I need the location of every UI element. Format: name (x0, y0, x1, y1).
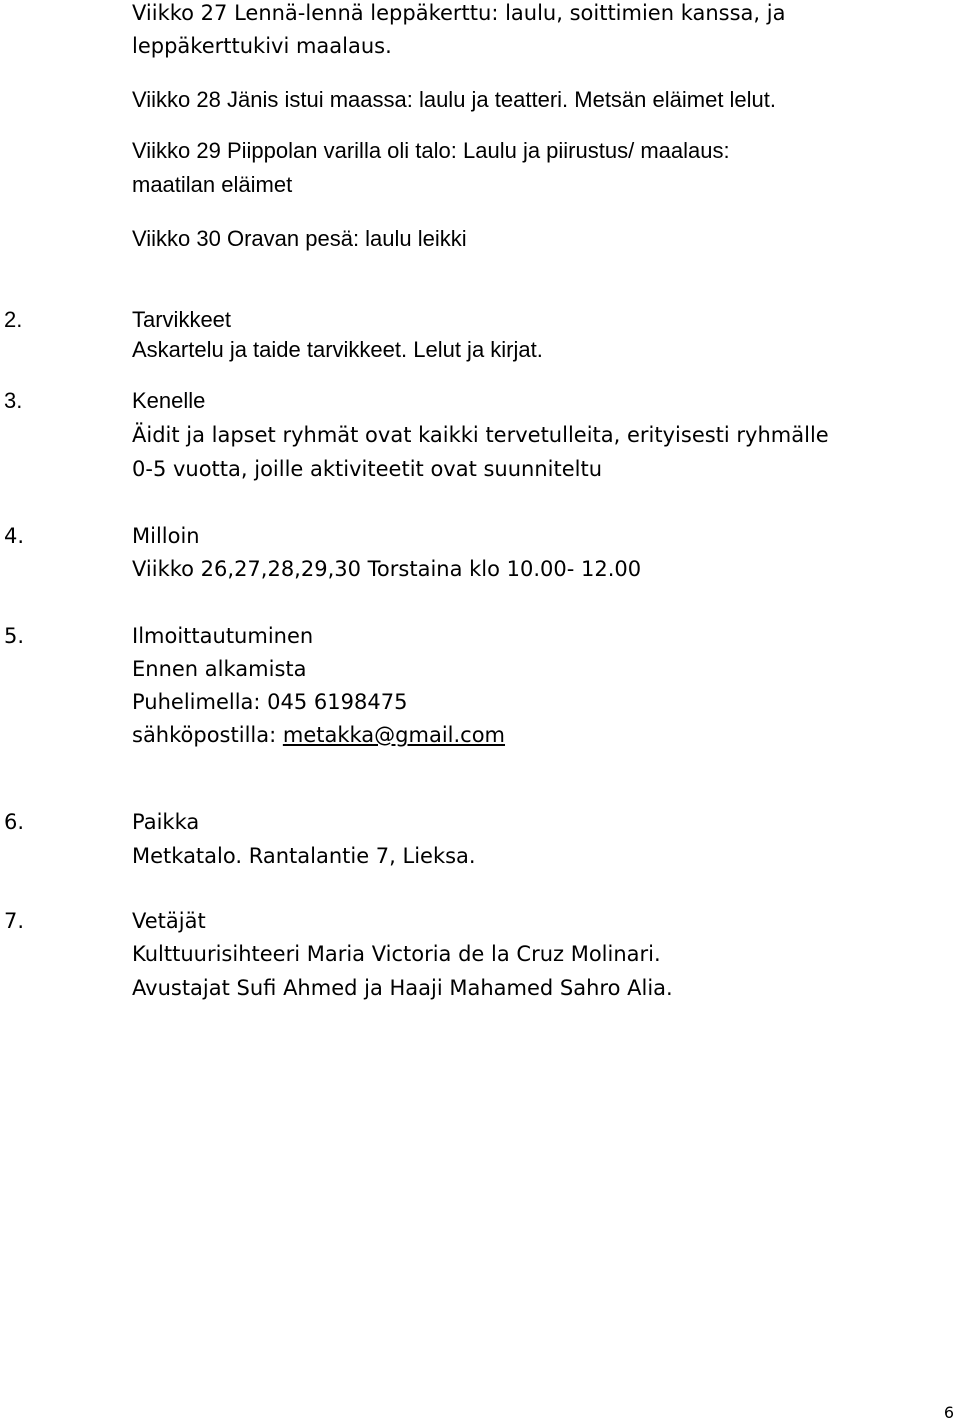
section-7-line-1: Kulttuurisihteeri Maria Victoria de la Cruz Molinari. (132, 942, 661, 966)
email-label: sähköpostilla: (132, 723, 283, 747)
week-29-continuation: maatilan eläimet (132, 172, 293, 197)
section-4-number: 4. (4, 524, 25, 548)
week-27-line: Viikko 27 Lennä-lennä leppäkerttu: laulu, soittimien kanssa, ja (132, 1, 786, 25)
section-4-heading: Milloin (132, 524, 200, 548)
section-5-line-1: Ennen alkamista (132, 657, 307, 681)
section-7-number: 7. (4, 909, 25, 933)
section-3-line-2: 0-5 vuotta, joille aktiviteetit ovat suunniteltu (132, 457, 603, 481)
section-5-number: 5. (4, 624, 25, 648)
section-5-email-line (132, 722, 505, 748)
section-5-phone: Puhelimella: 045 6198475 (132, 690, 408, 714)
section-6-body: Metkatalo. Rantalantie 7, Lieksa. (132, 844, 476, 868)
section-3-number: 3. (4, 388, 23, 413)
section-3-heading: Kenelle (132, 388, 206, 413)
email-link[interactable]: metakka@gmail.com (282, 723, 506, 747)
week-28-line: Viikko 28 Jänis istui maassa: laulu ja teatteri. Metsän eläimet lelut. (132, 87, 777, 112)
section-6-number: 6. (4, 810, 25, 834)
week-30-line: Viikko 30 Oravan pesä: laulu leikki (132, 226, 467, 251)
section-3-line-1: Äidit ja lapset ryhmät ovat kaikki tervetulleita, erityisesti ryhmälle (132, 423, 829, 447)
section-7-line-2: Avustajat Sufi Ahmed ja Haaji Mahamed Sahro Alia. (132, 976, 673, 1000)
section-2-number: 2. (4, 307, 23, 332)
section-7-heading: Vetäjät (132, 909, 206, 933)
section-2-heading: Tarvikkeet (132, 307, 232, 332)
section-2-body: Askartelu ja taide tarvikkeet. Lelut ja kirjat. (132, 337, 543, 362)
section-4-body: Viikko 26,27,28,29,30 Torstaina klo 10.00- 12.00 (132, 557, 642, 581)
week-29-line: Viikko 29 Piippolan varilla oli talo: Laulu ja piirustus/ maalaus: (132, 138, 730, 163)
section-6-heading: Paikka (132, 810, 200, 834)
section-5-heading: Ilmoittautuminen (132, 624, 314, 648)
page-number: 6 (943, 1403, 954, 1422)
week-27-continuation: leppäkerttukivi maalaus. (132, 34, 392, 58)
